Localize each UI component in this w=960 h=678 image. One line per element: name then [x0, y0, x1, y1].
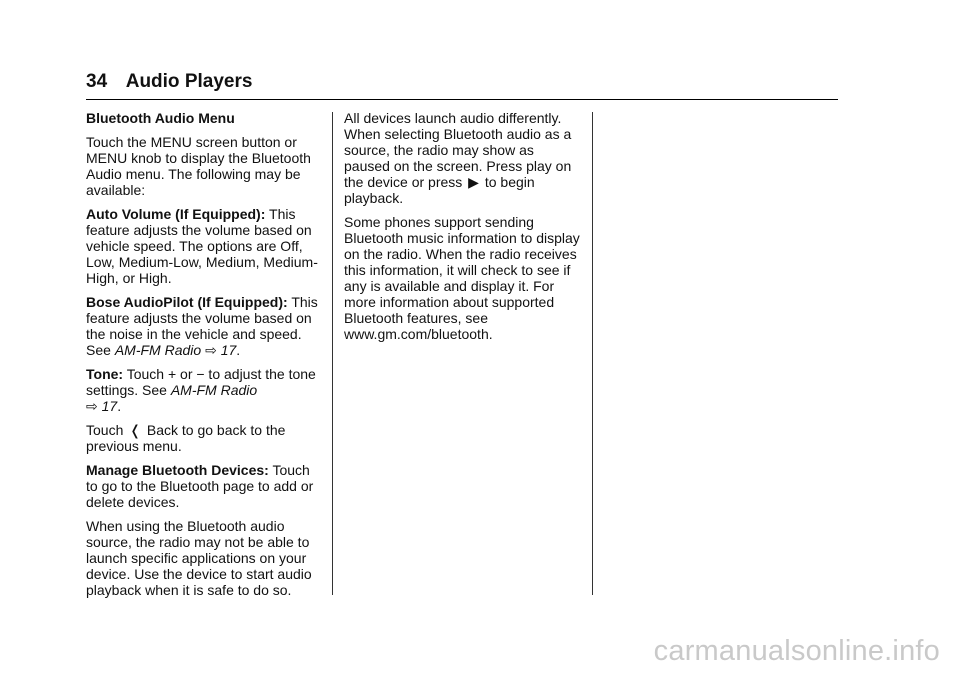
intro-paragraph: Touch the MENU screen button or MENU knob to display the Bluetooth Audio menu. The following may be available:: [86, 134, 311, 198]
bose-label: Bose AudioPilot (If Equipped):: [86, 294, 288, 310]
column-divider: [592, 112, 593, 595]
header-rule: [86, 99, 838, 100]
bose-ref-link[interactable]: AM-FM Radio: [114, 342, 202, 358]
tone-ref-link[interactable]: AM-FM Radio: [170, 382, 258, 398]
tone-paragraph: [86, 366, 324, 414]
bose-ref-page[interactable]: 17: [220, 342, 237, 358]
page-ref-arrow-icon: ⇨: [86, 398, 98, 414]
closing-paragraph: When using the Bluetooth audio source, the radio may not be able to launch specific applications on your device. Use the device to start audio playback when it is safe to do so.: [86, 518, 312, 598]
page-ref-arrow-icon: ⇨: [205, 342, 217, 358]
bose-text: This feature adjusts the volume based on the noise in the vehicle and speed. See: [86, 294, 318, 358]
phones-paragraph: Some phones support sending Bluetooth music information to display on the radio. When the radio receives this information, it will check to see if any is available and display it. For more information about supported Bluetooth features, see www.gm.com/bluetooth.: [344, 214, 580, 342]
bose-paragraph: [86, 294, 324, 358]
auto-volume-label: Auto Volume (If Equipped):: [86, 206, 266, 222]
auto-volume-paragraph: [86, 206, 324, 286]
tone-label: Tone:: [86, 366, 124, 382]
playback-paragraph: [344, 110, 582, 206]
column-divider: [332, 112, 333, 595]
page-header: [86, 69, 252, 95]
menu-heading: Bluetooth Audio Menu: [86, 110, 235, 126]
watermark-text: carmanualsonline.info: [653, 635, 940, 667]
left-column: [86, 110, 324, 606]
auto-volume-text: This feature adjusts the volume based on vehicle speed. The options are Off, Low, Medium-Low, Medium, Medium-High, or High.: [86, 206, 318, 286]
bose-end: .: [236, 342, 241, 358]
play-icon: ▶: [468, 174, 479, 190]
tone-ref-page[interactable]: 17: [101, 398, 118, 414]
playback-post-text: to begin playback.: [344, 174, 535, 206]
tone-text: Touch + or − to adjust the tone settings. See: [86, 366, 316, 398]
playback-pre-text: All devices launch audio differently. When selecting Bluetooth audio as a source, the radio may show as paused on the screen. Press play on the device or press: [344, 110, 572, 190]
back-chevron-icon: ❬: [129, 422, 141, 438]
manage-devices-text: Touch to go to the Bluetooth page to add or delete devices.: [86, 462, 314, 510]
manage-devices-paragraph: [86, 462, 324, 510]
back-post-text: Back to go back to the previous menu.: [86, 422, 286, 454]
section-title: Audio Players: [125, 71, 253, 92]
tone-end: .: [117, 398, 122, 414]
back-pre-text: Touch: [86, 422, 128, 438]
manage-devices-label: Manage Bluetooth Devices:: [86, 462, 269, 478]
page-number: 34: [86, 71, 108, 92]
back-paragraph: [86, 422, 324, 454]
middle-column: [344, 110, 582, 350]
